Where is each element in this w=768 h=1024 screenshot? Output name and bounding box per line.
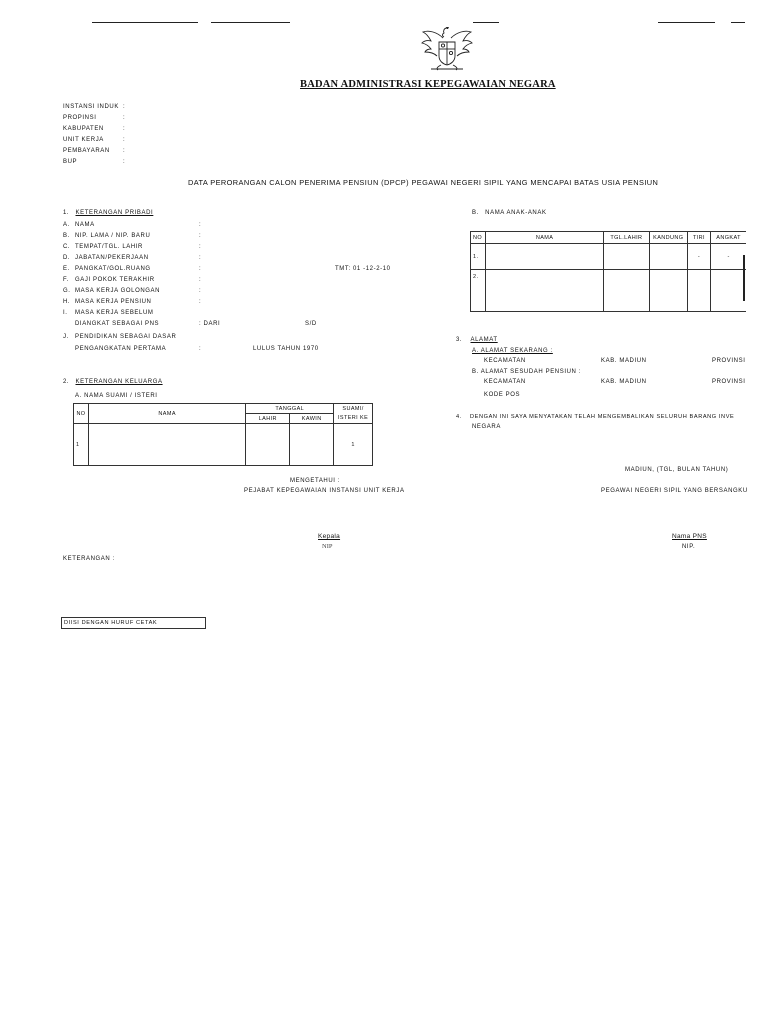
table-cell (649, 270, 687, 312)
field-row: H. MASA KERJA PENSIUN : (63, 299, 202, 305)
children-table (470, 231, 746, 312)
identity-label: UNIT KERJA (63, 137, 104, 143)
mengetahui-label: MENGETAHUI : (290, 478, 341, 484)
section-number: 1. (63, 210, 70, 216)
identity-label: KABUPATEN (63, 126, 104, 132)
field-row: G. MASA KERJA GOLONGAN : (63, 288, 202, 294)
table-edge-mark (743, 255, 745, 301)
field-row: J. PENDIDIKAN SEBAGAI DASAR (63, 334, 177, 340)
spouse-subheading: A. NAMA SUAMI / ISTERI (75, 393, 158, 399)
nip-left-label: NIP (322, 543, 333, 550)
header-line (92, 22, 198, 23)
header-line (211, 22, 290, 23)
identity-label: PEMBAYARAN (63, 148, 110, 154)
provinsi-label: PROVINSI (712, 358, 746, 364)
field-row: E. PANGKAT/GOL.RUANG : TMT: 01 -12-2-10 (63, 266, 391, 272)
table-cell (88, 424, 245, 466)
identity-sep: : (123, 137, 126, 143)
section-2-heading: 2. KETERANGAN KELUARGA (63, 379, 163, 385)
section-1-heading (63, 210, 153, 216)
kecamatan-label: KECAMATAN (484, 358, 526, 364)
col-header: NO (471, 232, 486, 244)
identity-sep: : (123, 148, 126, 154)
table-cell (486, 270, 604, 312)
identity-sep: : (123, 104, 126, 110)
identity-label: INSTANSI INDUK (63, 104, 119, 110)
identity-label: BUP (63, 159, 78, 165)
field-row: I. MASA KERJA SEBELUM (63, 310, 154, 316)
col-header: KANDUNG (649, 232, 687, 244)
col-header: ANGKAT (711, 232, 746, 244)
place-date: MADIUN, (TGL, BULAN TAHUN) (625, 467, 729, 473)
nip-right-label: NIP. (682, 544, 696, 550)
table-cell: - (687, 244, 711, 270)
section-3-heading: 3. ALAMAT (456, 337, 498, 343)
table-cell (649, 244, 687, 270)
kabupaten-value: KAB. MADIUN (601, 358, 647, 364)
col-header: LAHIR (246, 414, 290, 424)
garuda-emblem-icon (418, 24, 476, 74)
header-line (473, 22, 499, 23)
col-header: TIRI (687, 232, 711, 244)
section-heading: KETERANGAN PRIBADI (75, 210, 154, 216)
kepala-label: Kepala (318, 533, 341, 540)
field-row: B. NIP. LAMA / NIP. BARU : (63, 233, 202, 239)
field-row: F. GAJI POKOK TERAKHIR : (63, 277, 202, 283)
table-cell: - (711, 244, 746, 270)
header-line (731, 22, 745, 23)
provinsi-label: PROVINSI (712, 379, 746, 385)
field-row: D. JABATAN/PEKERJAAN : (63, 255, 202, 261)
col-header: SUAMI/ (334, 404, 373, 414)
page-title: BADAN ADMINISTRASI KEPEGAWAIAN NEGARA (300, 79, 556, 90)
current-address-label: A. ALAMAT SEKARANG : (472, 348, 553, 354)
header-line (658, 22, 715, 23)
identity-sep: : (123, 126, 126, 132)
table-cell (603, 270, 649, 312)
document-title: DATA PERORANGAN CALON PENERIMA PENSIUN (DPCP) PEGAWAI NEGERI SIPIL YANG MENCAPAI BATAS USIA PENSIUN (188, 178, 659, 187)
children-heading: B. NAMA ANAK-ANAK (472, 210, 547, 216)
col-header: TGL.LAHIR (603, 232, 649, 244)
postal-code-label: KODE POS (484, 392, 521, 398)
section-4-line2: NEGARA (472, 424, 501, 430)
table-cell: 1. (471, 244, 486, 270)
pejabat-label: PEJABAT KEPEGAWAIAN INSTANSI UNIT KERJA (244, 488, 405, 494)
print-instruction-box: DIISI DENGAN HURUF CETAK (61, 617, 206, 629)
table-cell (486, 244, 604, 270)
identity-sep: : (123, 115, 126, 121)
post-retirement-address-label: B. ALAMAT SESUDAH PENSIUN : (472, 369, 582, 375)
pegawai-label: PEGAWAI NEGERI SIPIL YANG BERSANGKU (601, 488, 748, 494)
table-cell: 2. (471, 270, 486, 312)
lulus-value: LULUS TAHUN 1970 (253, 346, 319, 352)
kabupaten-value: KAB. MADIUN (601, 379, 647, 385)
col-header: NAMA (88, 404, 245, 424)
col-header: TANGGAL (246, 404, 334, 414)
table-cell (246, 424, 290, 466)
keterangan-label: KETERANGAN : (63, 556, 115, 562)
col-header: ISTERI KE (334, 414, 373, 424)
field-row: A. NAMA : (63, 222, 202, 228)
tmt-value: TMT: 01 -12-2-10 (335, 266, 391, 272)
table-cell (290, 424, 334, 466)
kecamatan-label: KECAMATAN (484, 379, 526, 385)
field-row: C. TEMPAT/TGL. LAHIR : (63, 244, 202, 250)
nama-pns-label: Nama PNS (672, 533, 707, 540)
identity-sep: : (123, 159, 126, 165)
table-cell: 1 (334, 424, 373, 466)
section-4-statement: 4. DENGAN INI SAYA MENYATAKAN TELAH MENGEMBALIKAN SELURUH BARANG INVE (456, 414, 735, 420)
table-cell (687, 270, 711, 312)
table-cell (711, 270, 746, 312)
table-cell: 1 (74, 424, 89, 466)
col-header: NO (74, 404, 89, 424)
identity-label: PROPINSI (63, 115, 97, 121)
spouse-table (73, 403, 373, 466)
col-header: NAMA (486, 232, 604, 244)
table-cell (603, 244, 649, 270)
col-header: KAWIN (290, 414, 334, 424)
